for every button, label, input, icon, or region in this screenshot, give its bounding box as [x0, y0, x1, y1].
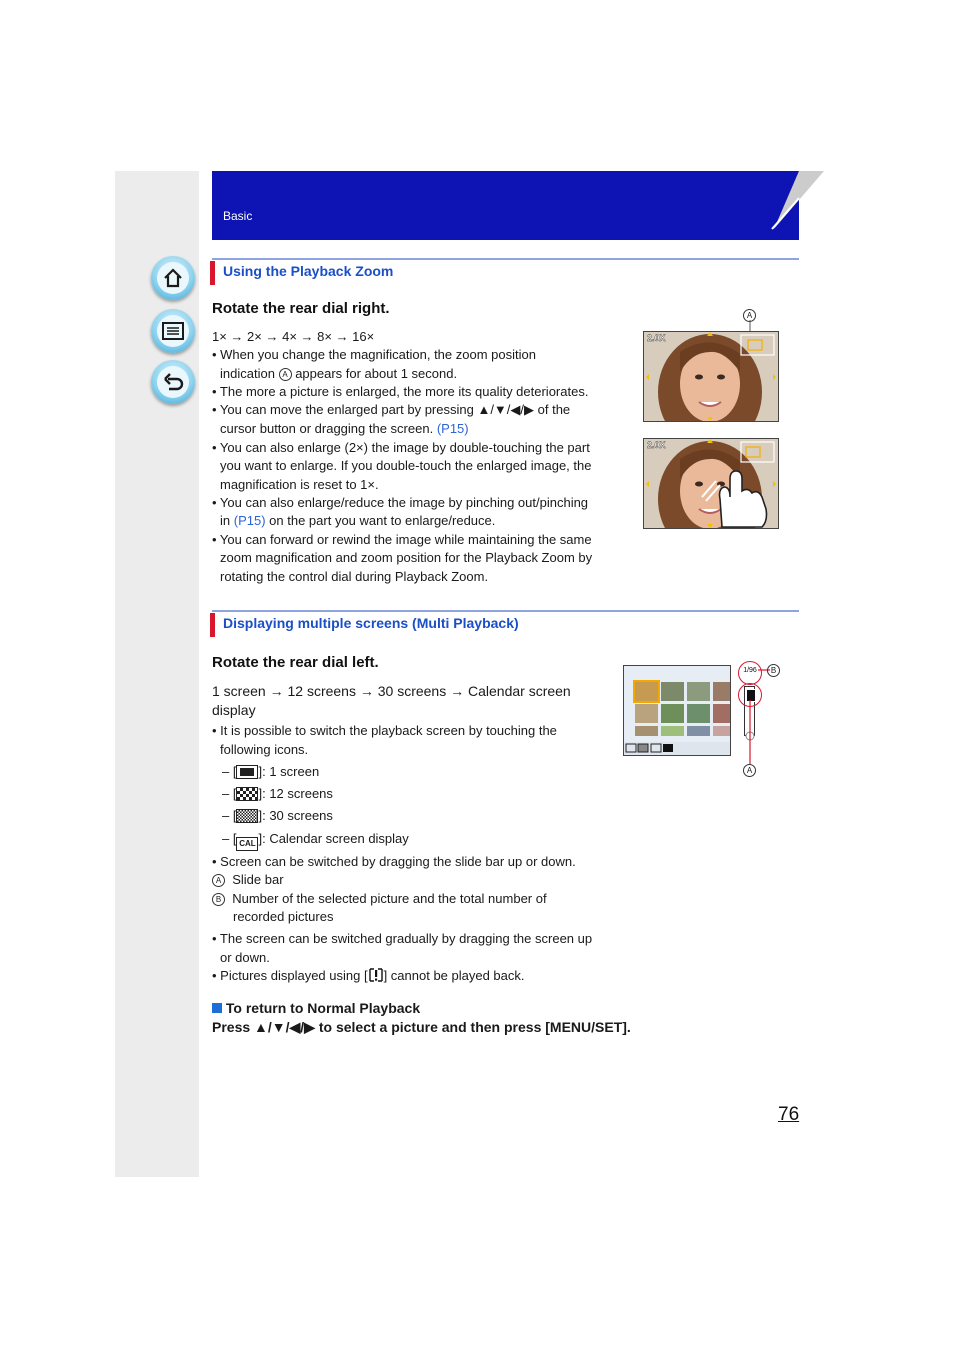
option-12-screens: – [ ]: 12 screens [222, 786, 333, 801]
page-link-p15[interactable]: (P15) [233, 513, 266, 528]
bullet-text: magnification is reset to 1×. [220, 477, 379, 492]
picture-counter-callout [738, 661, 762, 685]
callout-a-marker: A [279, 368, 292, 381]
section-title-multi-playback: Displaying multiple screens (Multi Playback) [223, 615, 519, 631]
step-heading: Rotate the rear dial right. [212, 300, 390, 317]
section-marker [210, 261, 215, 285]
warning-picture-icon [368, 968, 384, 982]
step-heading: Rotate the rear dial left. [212, 654, 379, 671]
zoom-sequence: 1× → 2× → 4× → 8× → 16× [212, 329, 375, 344]
portrait-photo [644, 332, 778, 421]
bullet-text: • Pictures displayed using [ ] cannot be played back. [212, 968, 525, 983]
chapter-label: Basic [223, 209, 253, 223]
bullet-text: you want to enlarge. If you double-touch the enlarged image, the [220, 458, 592, 473]
picture-counter: 1/96 [743, 667, 757, 674]
bullet-text: • Screen can be switched by dragging the slide bar up or down. [212, 854, 576, 869]
home-button[interactable] [151, 256, 195, 300]
screen-sequence: display [212, 702, 256, 718]
square-bullet-icon [212, 1003, 222, 1013]
bullet-text: cursor button or dragging the screen. (P15) [220, 421, 469, 436]
back-arrow-icon [157, 366, 189, 398]
menu-button[interactable] [151, 309, 195, 353]
option-calendar: – [ CAL ]: Calendar screen display [222, 830, 409, 851]
back-button[interactable] [151, 360, 195, 404]
bullet-text: • You can also enlarge (2×) the image by double-touching the part [212, 440, 590, 455]
return-instruction: Press ▲/▼/◀/▶ to select a picture and then press [MENU/SET]. [212, 1019, 631, 1035]
page-corner-decoration [770, 171, 826, 241]
return-heading: To return to Normal Playback [212, 999, 420, 1018]
callout-a-label: A [743, 764, 756, 777]
zoom-badge: 2.0X [647, 333, 666, 343]
home-icon [157, 262, 189, 294]
zoom-badge: 2.0X [647, 440, 666, 450]
touch-zoom-screen-image [643, 438, 779, 529]
thirty-screens-icon [236, 809, 258, 823]
bullet-text: following icons. [220, 742, 309, 757]
bullet-text: • The screen can be switched gradually by dragging the screen up [212, 931, 593, 946]
bullet-text: • The more a picture is enlarged, the more its quality deteriorates. [212, 384, 589, 399]
option-30-screens: – [ ]: 30 screens [222, 808, 333, 823]
zoom-screen-image [643, 331, 779, 422]
callout-line-a [748, 700, 754, 764]
callout-b-label: B [767, 664, 780, 677]
bullet-text: • When you change the magnification, the zoom position [212, 347, 536, 362]
section-rule [212, 258, 799, 260]
bullet-text: in (P15) on the part you want to enlarge/reduce. [220, 513, 496, 528]
bullet-text: or down. [220, 950, 270, 965]
bullet-text: • You can move the enlarged part by pressing ▲/▼/◀/▶ of the [212, 402, 571, 417]
bullet-text: • You can forward or rewind the image while maintaining the same [212, 532, 592, 547]
chapter-header [212, 171, 799, 240]
bullet-text: rotating the control dial during Playback Zoom. [220, 569, 489, 584]
screen-sequence: 1 screen → 12 screens → 30 screens → Calendar screen [212, 683, 571, 699]
section-title-playback-zoom: Using the Playback Zoom [223, 263, 394, 279]
page-number: 76 [778, 1104, 800, 1125]
option-1-screen: – [ ]: 1 screen [222, 764, 320, 779]
calendar-icon: CAL [236, 837, 258, 851]
bullet-text: zoom magnification and zoom position for the Playback Zoom by [220, 550, 593, 565]
portrait-photo-touch [644, 439, 778, 528]
bullet-text: • You can also enlarge/reduce the image by pinching out/pinching [212, 495, 589, 510]
legend-b: B Number of the selected picture and the total number of [212, 890, 547, 909]
thumbnail-grid [624, 666, 730, 755]
page-link-p15[interactable]: (P15) [436, 421, 469, 436]
legend-b-cont: recorded pictures [233, 909, 334, 924]
twelve-screens-icon [236, 787, 258, 801]
section-marker [210, 613, 215, 637]
section-rule [212, 610, 799, 612]
menu-list-icon [157, 315, 189, 347]
one-screen-icon [236, 765, 258, 779]
callout-a-label: A [743, 309, 756, 322]
legend-a: A Slide bar [212, 871, 284, 890]
bullet-text: • It is possible to switch the playback screen by touching the [212, 723, 557, 738]
bullet-text: indication A appears for about 1 second. [220, 366, 458, 381]
multi-playback-screen [623, 665, 731, 756]
